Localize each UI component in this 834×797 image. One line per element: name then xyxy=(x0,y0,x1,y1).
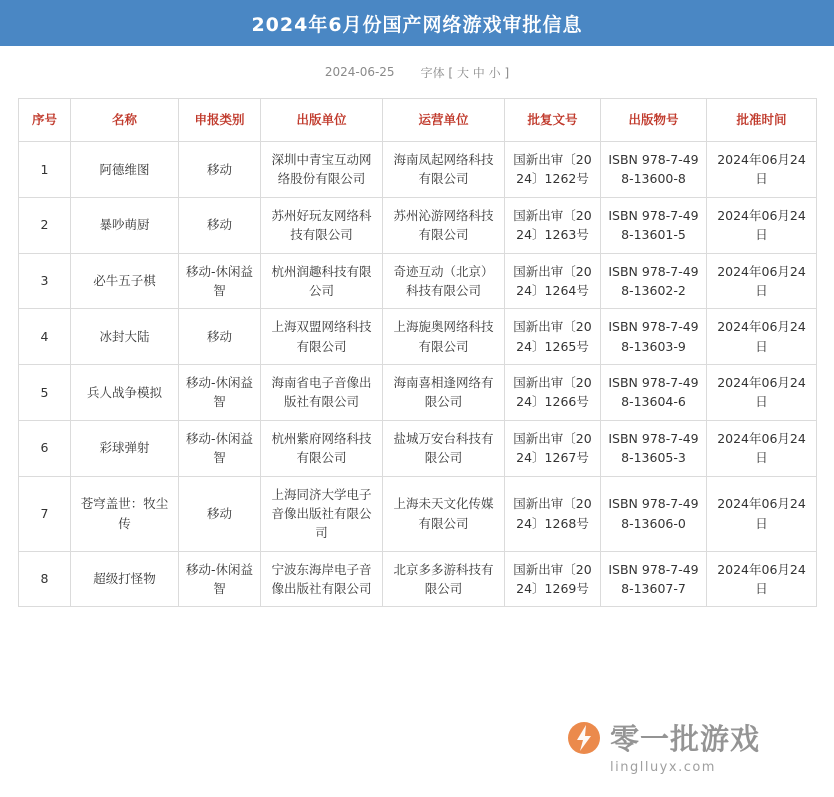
cell-index: 1 xyxy=(19,142,71,198)
cell-index: 8 xyxy=(19,551,71,607)
table-body xyxy=(19,142,817,607)
font-size-label: 字体 xyxy=(420,65,445,80)
cell-publisher: 杭州润趣科技有限公司 xyxy=(261,253,383,309)
column-header-publisher: 出版单位 xyxy=(261,99,383,142)
cell-operator: 奇迹互动（北京）科技有限公司 xyxy=(383,253,505,309)
column-header-date: 批准时间 xyxy=(707,99,817,142)
cell-isbn: ISBN 978-7-498-13605-3 xyxy=(601,420,707,476)
cell-name: 苍穹盖世：牧尘传 xyxy=(71,476,179,551)
cell-name: 必牛五子棋 xyxy=(71,253,179,309)
cell-publisher: 上海双盟网络科技有限公司 xyxy=(261,309,383,365)
column-header-doc-no: 批复文号 xyxy=(505,99,601,142)
cell-doc-no: 国新出审〔2024〕1263号 xyxy=(505,197,601,253)
cell-operator: 苏州沁游网络科技有限公司 xyxy=(383,197,505,253)
table-row xyxy=(19,420,817,476)
meta-bar xyxy=(0,54,834,90)
bracket-close: ] xyxy=(504,65,510,80)
cell-index: 2 xyxy=(19,197,71,253)
cell-publisher: 深圳中青宝互动网络股份有限公司 xyxy=(261,142,383,198)
cell-date: 2024年06月24日 xyxy=(707,142,817,198)
cell-isbn: ISBN 978-7-498-13606-0 xyxy=(601,476,707,551)
cell-date: 2024年06月24日 xyxy=(707,365,817,421)
cell-publisher: 海南省电子音像出版社有限公司 xyxy=(261,365,383,421)
table-row xyxy=(19,253,817,309)
font-size-large-link[interactable]: 大 xyxy=(456,65,469,80)
cell-date: 2024年06月24日 xyxy=(707,309,817,365)
cell-doc-no: 国新出审〔2024〕1265号 xyxy=(505,309,601,365)
publish-date: 2024-06-25 xyxy=(324,65,395,79)
table-row xyxy=(19,551,817,607)
cell-operator: 北京多多游科技有限公司 xyxy=(383,551,505,607)
table-header-row xyxy=(19,99,817,142)
cell-date: 2024年06月24日 xyxy=(707,420,817,476)
cell-name: 兵人战争模拟 xyxy=(71,365,179,421)
page-title: 2024年6月份国产网络游戏审批信息 xyxy=(251,13,583,36)
cell-doc-no: 国新出审〔2024〕1268号 xyxy=(505,476,601,551)
cell-category: 移动 xyxy=(179,142,261,198)
bracket-open: [ xyxy=(448,65,454,80)
cell-category: 移动-休闲益智 xyxy=(179,253,261,309)
cell-date: 2024年06月24日 xyxy=(707,476,817,551)
cell-category: 移动 xyxy=(179,476,261,551)
cell-category: 移动-休闲益智 xyxy=(179,420,261,476)
table-row xyxy=(19,365,817,421)
cell-index: 5 xyxy=(19,365,71,421)
watermark xyxy=(564,717,824,791)
cell-operator: 上海未天文化传媒有限公司 xyxy=(383,476,505,551)
table-row xyxy=(19,142,817,198)
cell-name: 暴吵萌厨 xyxy=(71,197,179,253)
cell-isbn: ISBN 978-7-498-13604-6 xyxy=(601,365,707,421)
cell-category: 移动 xyxy=(179,197,261,253)
cell-date: 2024年06月24日 xyxy=(707,551,817,607)
cell-index: 3 xyxy=(19,253,71,309)
cell-doc-no: 国新出审〔2024〕1267号 xyxy=(505,420,601,476)
cell-publisher: 杭州紫府网络科技有限公司 xyxy=(261,420,383,476)
cell-name: 彩球弹射 xyxy=(71,420,179,476)
cell-operator: 海南喜相逢网络有限公司 xyxy=(383,365,505,421)
cell-publisher: 苏州好玩友网络科技有限公司 xyxy=(261,197,383,253)
cell-operator: 上海旎奥网络科技有限公司 xyxy=(383,309,505,365)
cell-operator: 盐城万安台科技有限公司 xyxy=(383,420,505,476)
cell-category: 移动-休闲益智 xyxy=(179,551,261,607)
watermark-logo-icon xyxy=(564,718,604,758)
watermark-subtext: linglluyx.com xyxy=(610,760,716,775)
cell-date: 2024年06月24日 xyxy=(707,253,817,309)
font-size-small-link[interactable]: 小 xyxy=(488,65,501,80)
font-size-control xyxy=(421,64,510,81)
column-header-operator: 运营单位 xyxy=(383,99,505,142)
table-row xyxy=(19,476,817,551)
cell-isbn: ISBN 978-7-498-13600-8 xyxy=(601,142,707,198)
cell-name: 冰封大陆 xyxy=(71,309,179,365)
approval-table xyxy=(18,98,817,607)
cell-publisher: 宁波东海岸电子音像出版社有限公司 xyxy=(261,551,383,607)
cell-name: 超级打怪物 xyxy=(71,551,179,607)
column-header-name: 名称 xyxy=(71,99,179,142)
cell-doc-no: 国新出审〔2024〕1266号 xyxy=(505,365,601,421)
column-header-isbn: 出版物号 xyxy=(601,99,707,142)
table-container xyxy=(0,98,834,607)
table-row xyxy=(19,197,817,253)
font-size-medium-link[interactable]: 中 xyxy=(472,65,485,80)
cell-name: 阿德维图 xyxy=(71,142,179,198)
cell-publisher: 上海同济大学电子音像出版社有限公司 xyxy=(261,476,383,551)
cell-isbn: ISBN 978-7-498-13607-7 xyxy=(601,551,707,607)
column-header-category: 申报类别 xyxy=(179,99,261,142)
cell-isbn: ISBN 978-7-498-13603-9 xyxy=(601,309,707,365)
cell-doc-no: 国新出审〔2024〕1262号 xyxy=(505,142,601,198)
column-header-index: 序号 xyxy=(19,99,71,142)
cell-index: 4 xyxy=(19,309,71,365)
watermark-text: 零一批游戏 xyxy=(610,722,761,756)
cell-category: 移动 xyxy=(179,309,261,365)
cell-index: 7 xyxy=(19,476,71,551)
cell-isbn: ISBN 978-7-498-13602-2 xyxy=(601,253,707,309)
cell-isbn: ISBN 978-7-498-13601-5 xyxy=(601,197,707,253)
cell-doc-no: 国新出审〔2024〕1269号 xyxy=(505,551,601,607)
cell-date: 2024年06月24日 xyxy=(707,197,817,253)
cell-operator: 海南凤起网络科技有限公司 xyxy=(383,142,505,198)
page-header xyxy=(0,0,834,46)
cell-index: 6 xyxy=(19,420,71,476)
table-row xyxy=(19,309,817,365)
cell-category: 移动-休闲益智 xyxy=(179,365,261,421)
cell-doc-no: 国新出审〔2024〕1264号 xyxy=(505,253,601,309)
